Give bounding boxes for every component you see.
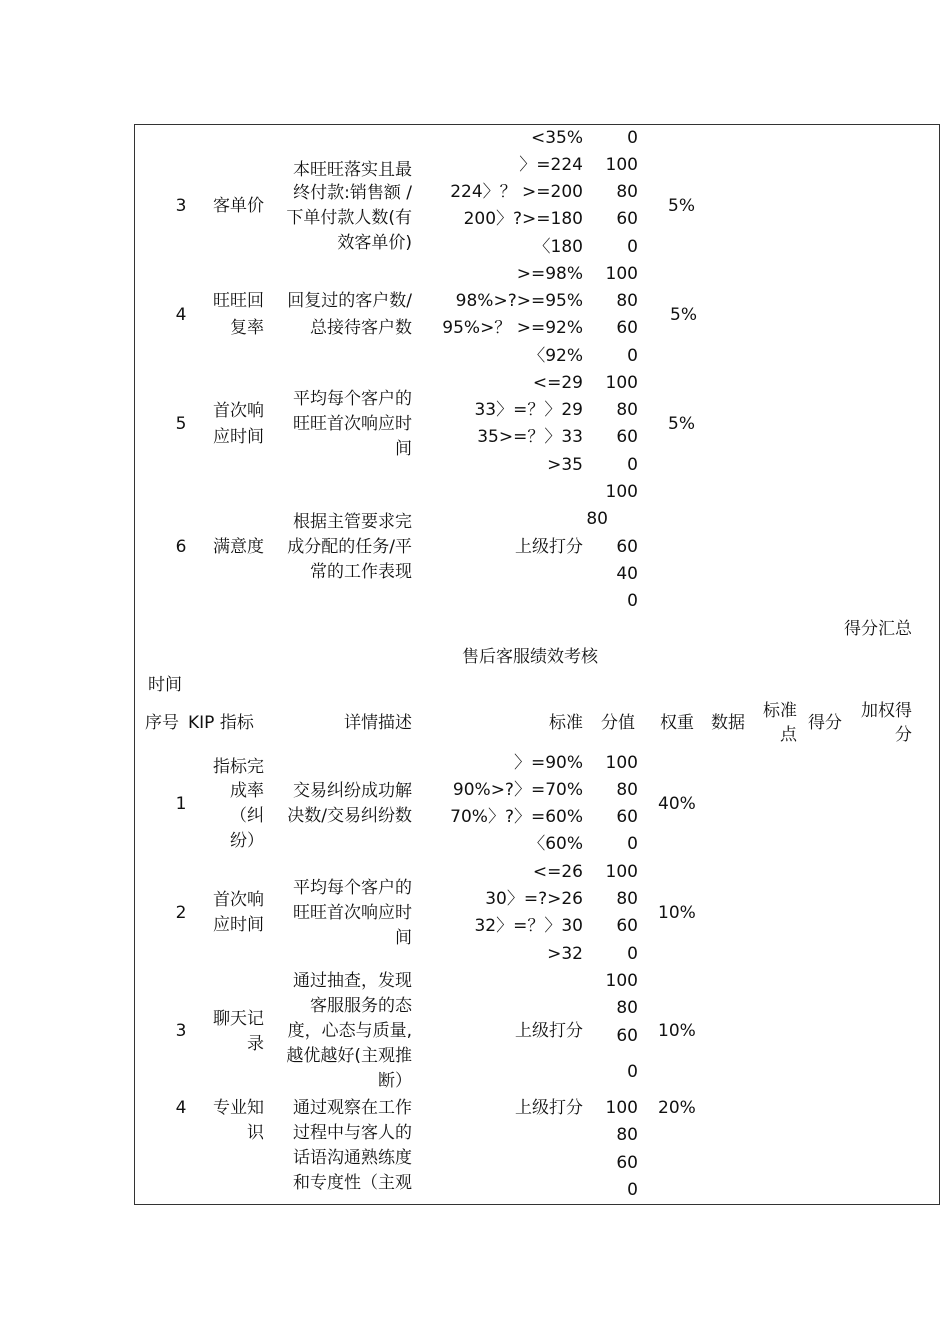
score-value: 100 xyxy=(605,971,638,991)
kip-name: 客单价 xyxy=(213,196,264,216)
description-line: 成分配的任务/平 xyxy=(287,537,412,557)
score-value: 0 xyxy=(627,346,638,366)
standard-value: >=98% xyxy=(516,264,583,284)
weight-value: 10% xyxy=(658,1021,696,1041)
score-value: 100 xyxy=(605,862,638,882)
total-score-label: 得分汇总 xyxy=(844,619,912,639)
standard-value: 〈180 xyxy=(533,237,583,257)
header-got-score: 得分 xyxy=(808,713,842,733)
weight-value: 10% xyxy=(658,903,696,923)
header-score: 分值 xyxy=(601,713,635,733)
description-line: 本旺旺落实且最 xyxy=(293,160,412,180)
score-value: 0 xyxy=(627,1180,638,1200)
kip-name: 满意度 xyxy=(213,537,264,557)
description-line: 间 xyxy=(395,439,412,459)
score-value: 40 xyxy=(616,564,638,584)
score-value: 80 xyxy=(616,1125,638,1145)
description-line: 总接待客户数 xyxy=(310,318,412,338)
score-value: 80 xyxy=(616,400,638,420)
description-line: 通过观察在工作 xyxy=(293,1098,412,1118)
standard-value: >32 xyxy=(547,944,583,964)
standard-value: 〈92% xyxy=(528,346,583,366)
description-line: 平均每个客户的 xyxy=(293,389,412,409)
header-weight: 权重 xyxy=(660,713,694,733)
description-line: 和专度性（主观 xyxy=(293,1173,412,1193)
header-standard-point: 点 xyxy=(780,725,797,745)
score-value: 60 xyxy=(616,916,638,936)
score-value: 80 xyxy=(616,182,638,202)
score-value: 0 xyxy=(627,237,638,257)
kip-name: 复率 xyxy=(230,318,264,338)
standard-value: 〉=90% xyxy=(513,753,583,773)
kip-name: （纠 xyxy=(230,806,264,826)
standard-value: 224〉？ >=200 xyxy=(450,182,583,202)
score-value: 0 xyxy=(627,128,638,148)
weight-value: 5% xyxy=(668,414,695,434)
description-line: 常的工作表现 xyxy=(310,562,412,582)
standard-value: 上级打分 xyxy=(515,1021,583,1041)
score-value: 100 xyxy=(605,373,638,393)
table-title: 售后客服绩效考核 xyxy=(462,647,598,667)
weight-value: 40% xyxy=(658,794,696,814)
description-line: 旺旺首次响应时 xyxy=(293,903,412,923)
kip-name: 应时间 xyxy=(213,427,264,447)
description-line: 平均每个客户的 xyxy=(293,878,412,898)
score-value: 100 xyxy=(605,264,638,284)
description-line: 越优越好(主观推 xyxy=(286,1046,412,1066)
row-number: 4 xyxy=(175,1098,187,1118)
score-value: 0 xyxy=(627,455,638,475)
kip-name: 成率 xyxy=(230,781,264,801)
description-line: 决数/交易纠纷数 xyxy=(287,806,412,826)
description-line: 交易纠纷成功解 xyxy=(293,781,412,801)
kip-name: 首次响 xyxy=(213,401,264,421)
description-line: 回复过的客户数/ xyxy=(287,291,412,311)
standard-value: 200〉?>=180 xyxy=(463,209,583,229)
description-line: 根据主管要求完 xyxy=(293,512,412,532)
score-value: 100 xyxy=(605,1098,638,1118)
standard-value: 98%>?>=95% xyxy=(455,291,583,311)
score-value: 0 xyxy=(627,944,638,964)
kip-name: 录 xyxy=(247,1034,264,1054)
score-value: 60 xyxy=(616,427,638,447)
row-number: 2 xyxy=(175,903,187,923)
kip-name: 旺旺回 xyxy=(213,291,264,311)
standard-value: 70%〉?〉=60% xyxy=(450,807,583,827)
standard-value: >35 xyxy=(547,455,583,475)
description-line: 断） xyxy=(378,1071,412,1091)
score-value: 0 xyxy=(627,1062,638,1082)
description-line: 过程中与客人的 xyxy=(293,1123,412,1143)
description-line: 终付款:销售额 / xyxy=(293,183,412,203)
score-value: 80 xyxy=(616,291,638,311)
description-line: 间 xyxy=(395,928,412,948)
score-value: 60 xyxy=(616,537,638,557)
standard-value: 〉=224 xyxy=(519,155,583,175)
kip-name: 识 xyxy=(247,1123,264,1143)
row-number: 3 xyxy=(175,1021,187,1041)
description-line: 效客单价) xyxy=(337,233,412,253)
standard-value: 30〉=?>26 xyxy=(485,889,583,909)
weight-value: 5% xyxy=(670,305,697,325)
description-line: 话语沟通熟练度 xyxy=(293,1148,412,1168)
standard-value: 32〉=？〉30 xyxy=(474,916,583,936)
time-label: 时间 xyxy=(148,675,182,695)
row-number: 1 xyxy=(175,794,187,814)
standard-value: <=26 xyxy=(532,862,583,882)
score-value: 0 xyxy=(627,591,638,611)
row-number: 5 xyxy=(175,414,187,434)
weight-value: 20% xyxy=(658,1098,696,1118)
header-data: 数据 xyxy=(711,713,745,733)
standard-value: 33〉=？〉29 xyxy=(474,400,583,420)
header-description: 详情描述 xyxy=(344,713,412,733)
description-line: 通过抽查，发现 xyxy=(293,971,412,991)
header-weighted-score: 加权得 xyxy=(861,701,912,721)
score-value: 80 xyxy=(616,780,638,800)
header-kip: KIP 指标 xyxy=(188,713,254,733)
standard-value: <=29 xyxy=(532,373,583,393)
score-value: 100 xyxy=(605,155,638,175)
row-number: 3 xyxy=(175,196,187,216)
kip-name: 指标完 xyxy=(213,757,264,777)
description-line: 客服服务的态 xyxy=(310,996,412,1016)
standard-value: 95%>？ >=92% xyxy=(442,318,583,338)
score-value: 80 xyxy=(616,998,638,1018)
standard-value: 90%>?〉=70% xyxy=(452,780,583,800)
standard-value: 〈60% xyxy=(528,834,583,854)
header-standard: 标准 xyxy=(549,713,583,733)
header-standard-point: 标准 xyxy=(763,701,797,721)
row-number: 6 xyxy=(175,537,187,557)
score-value: 60 xyxy=(616,318,638,338)
score-value: 100 xyxy=(605,753,638,773)
standard-value: 35>=？〉33 xyxy=(477,427,583,447)
standard-value: 上级打分 xyxy=(515,1098,583,1118)
kip-name: 首次响 xyxy=(213,890,264,910)
score-value: 100 xyxy=(605,482,638,502)
score-value: 80 xyxy=(586,509,608,529)
weight-value: 5% xyxy=(668,196,695,216)
standard-value: <35% xyxy=(530,128,583,148)
score-value: 60 xyxy=(616,807,638,827)
kip-name: 专业知 xyxy=(213,1098,264,1118)
header-weighted-score: 分 xyxy=(895,725,912,745)
kip-name: 纷） xyxy=(230,831,264,851)
description-line: 下单付款人数(有 xyxy=(286,208,412,228)
kip-name: 聊天记 xyxy=(213,1009,264,1029)
description-line: 旺旺首次响应时 xyxy=(293,414,412,434)
score-value: 0 xyxy=(627,834,638,854)
description-line: 度，心态与质量, xyxy=(287,1021,412,1041)
standard-value: 上级打分 xyxy=(515,537,583,557)
kip-name: 应时间 xyxy=(213,915,264,935)
score-value: 80 xyxy=(616,889,638,909)
score-value: 60 xyxy=(616,209,638,229)
header-no: 序号 xyxy=(145,713,179,733)
score-value: 60 xyxy=(616,1026,638,1046)
row-number: 4 xyxy=(175,305,187,325)
score-value: 60 xyxy=(616,1153,638,1173)
